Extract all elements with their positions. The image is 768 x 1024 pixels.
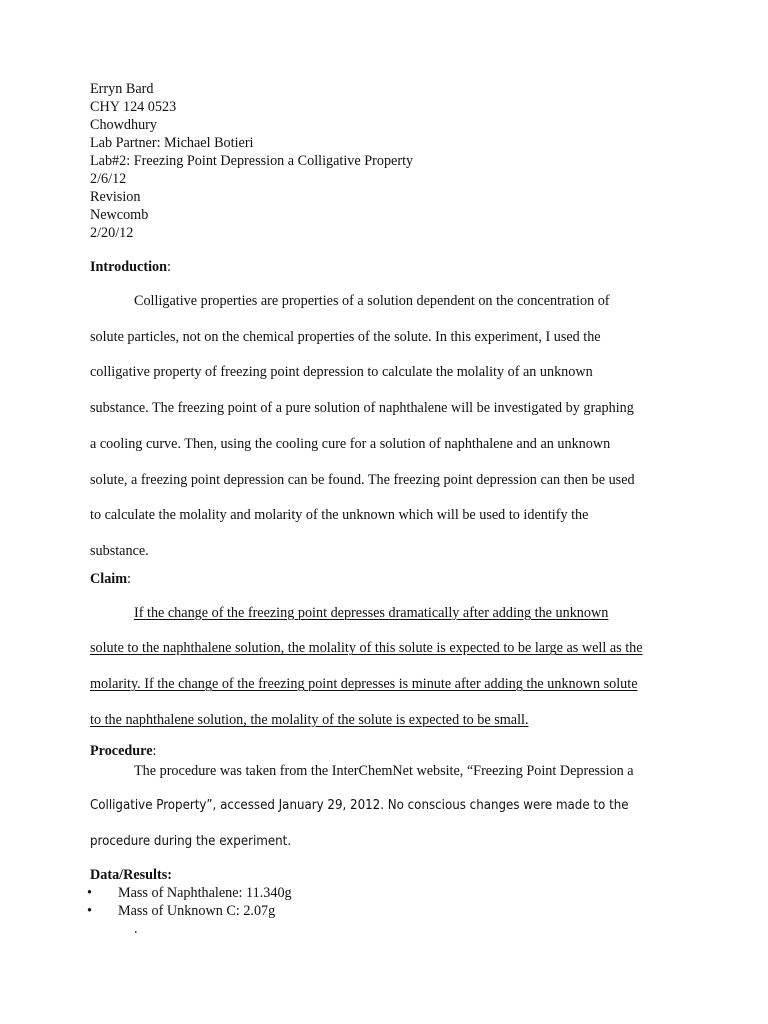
claim-line: If the change of the freezing point depresses dramatically after adding the unknown [134,604,609,621]
lab-date: 2/6/12 [90,171,127,187]
intro-line: solute, a freezing point depression can be found. The freezing point depression can then be used [90,471,635,488]
trailing-mark: . [134,920,138,937]
procedure-line: Colligative Property”, accessed January 29, 2012. No conscious changes were made to the [90,798,629,814]
claim-line: to the naphthalene solution, the molality of the solute is expected to be small. [90,711,529,728]
instructor-name: Chowdhury [90,117,157,133]
intro-line: substance. [90,542,149,559]
reviser-name: Newcomb [90,207,149,223]
procedure-line: The procedure was taken from the InterChemNet website, “Freezing Point Depression a [134,763,634,780]
lab-title: Lab#2: Freezing Point Depression a Colligative Property [90,153,414,169]
revision-label: Revision [90,189,141,205]
procedure-line: procedure during the experiment. [90,834,292,850]
claim-heading: Claim: [90,570,131,587]
introduction-heading: Introduction: [90,259,171,275]
lab-partner: Lab Partner: Michael Botieri [90,135,254,151]
procedure-paragraph [90,760,690,859]
intro-line: solute particles, not on the chemical properties of the solute. In this experiment, I used the [90,328,601,345]
document-header [90,80,690,242]
data-results-heading: Data/Results: [90,866,172,883]
intro-line: Colligative properties are properties of a solution dependent on the concentration of [134,293,610,309]
list-item: • Mass of Naphthalene: 11.340g [90,884,690,902]
course-code: CHY 124 0523 [90,99,177,115]
author-name: Erryn Bard [90,81,154,97]
document-page [90,80,690,938]
claim-line: solute to the naphthalene solution, the molality of this solute is expected to be large as well as the [90,640,643,657]
claim-line: molarity. If the change of the freezing point depresses is minute after adding the unknown solute [90,676,638,693]
results-list [90,884,690,920]
intro-line: colligative property of freezing point depression to calculate the molality of an unknown [90,364,593,381]
introduction-paragraph [90,284,690,570]
intro-line: to calculate the molality and molarity of the unknown which will be used to identify the [90,507,589,524]
intro-line: a cooling curve. Then, using the cooling cure for a solution of naphthalene and an unknown [90,435,611,452]
claim-paragraph [90,596,690,739]
procedure-heading: Procedure: [90,743,157,760]
intro-line: substance. The freezing point of a pure solution of naphthalene will be investigated by graphing [90,400,634,417]
revision-date: 2/20/12 [90,225,134,241]
list-item: • Mass of Unknown C: 2.07g [90,902,690,920]
